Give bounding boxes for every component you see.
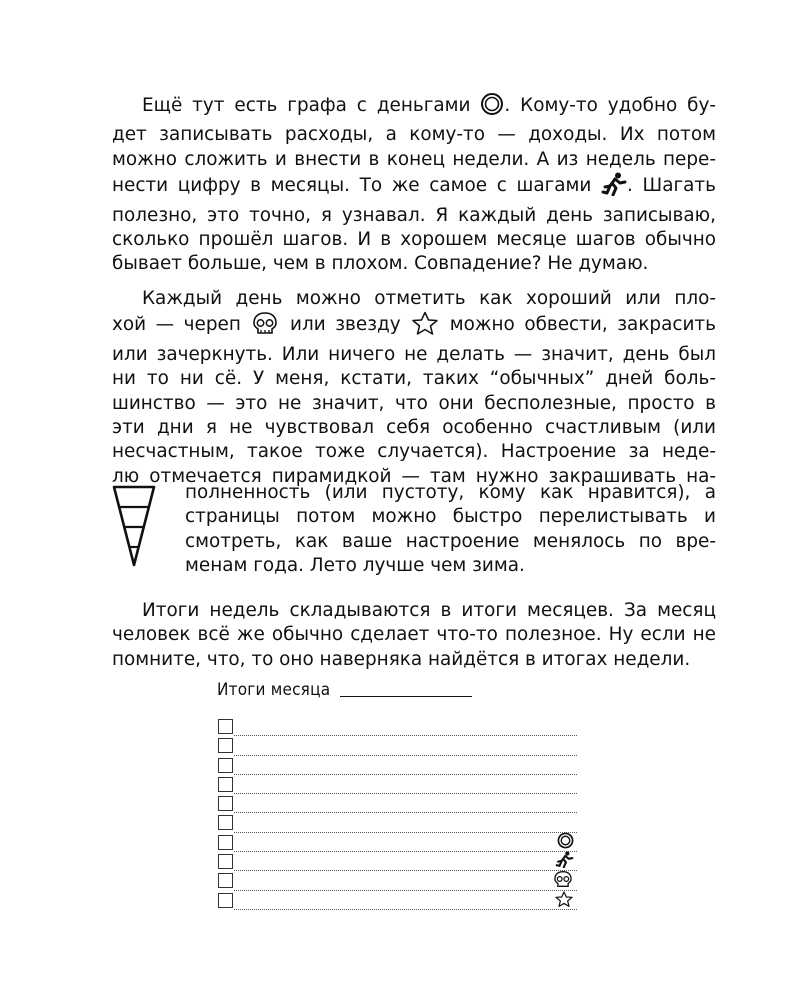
- month-summary-title: Итоги месяца: [217, 680, 577, 700]
- skull-icon: [250, 311, 280, 342]
- summary-row: [217, 834, 577, 853]
- text-line: Каждый день можно отметить как хороший или пло-: [142, 288, 716, 309]
- text-line: эти дни я не чувствовал себя особенно счастливым (или: [112, 417, 716, 439]
- summary-row: [217, 814, 577, 833]
- checkbox[interactable]: [218, 873, 233, 888]
- text-line: хой — череп или звезду можно обвести, закрасить: [112, 311, 716, 342]
- text-line: Итоги недель складываются в итоги месяцев. За месяц: [142, 600, 716, 621]
- month-name-field[interactable]: [340, 682, 472, 697]
- text-line: сколько прошёл шагов. И в хорошем месяце шагов обычно: [112, 229, 716, 251]
- writing-line[interactable]: [234, 909, 577, 910]
- text-line: менам года. Лето лучше чем зима.: [185, 555, 525, 577]
- checkbox[interactable]: [218, 893, 233, 908]
- paragraph-day-marks-continued: [112, 481, 716, 579]
- writing-line[interactable]: [234, 870, 577, 871]
- text-line: Ещё тут есть графа с деньгами . Кому-то удобно бу-: [112, 92, 716, 123]
- checkbox[interactable]: [218, 796, 233, 811]
- paragraph-day-marks: [112, 287, 716, 489]
- text-line: полненность (или пустоту, кому как нравится), а: [185, 482, 716, 503]
- paragraph-money-steps: [112, 92, 716, 277]
- checkbox[interactable]: [218, 854, 233, 869]
- star-icon: [554, 890, 574, 912]
- summary-row: [217, 892, 577, 911]
- runner-icon: [555, 851, 574, 872]
- text-line: можно сложить и внести в конец недели. А из недель пере-: [112, 148, 716, 170]
- text-line: или зачеркнуть. Или ничего не делать — значит, день был: [112, 343, 716, 365]
- checkbox[interactable]: [218, 815, 233, 830]
- text-line: лю отмечается пирамидкой — там нужно закрашивать на-: [112, 465, 716, 487]
- summary-row: [217, 737, 577, 756]
- summary-row: [217, 776, 577, 795]
- summary-row: [217, 718, 577, 737]
- summary-row: [217, 853, 577, 872]
- summary-rows: [217, 718, 577, 911]
- summary-row: [217, 795, 577, 814]
- writing-line[interactable]: [234, 793, 577, 794]
- text-line: несчастным, такое тоже случается). Настроение за неде-: [112, 441, 716, 463]
- text-line: полезно, это точно, я узнавал. Я каждый день записываю,: [112, 204, 716, 226]
- summary-row: [217, 872, 577, 891]
- writing-line[interactable]: [234, 774, 577, 775]
- text-line: бывает больше, чем в плохом. Совпадение? Не думаю.: [112, 253, 649, 275]
- checkbox[interactable]: [218, 738, 233, 753]
- writing-line[interactable]: [234, 812, 577, 813]
- pyramid-icon: [112, 485, 156, 571]
- text-line: нести цифру в месяцы. То же самое с шагами . Шагать: [112, 172, 716, 203]
- text-line: ни то ни сё. У меня, кстати, таких “обычных” дней боль-: [112, 368, 716, 390]
- checkbox[interactable]: [218, 758, 233, 773]
- text-line: страницы потом можно быстро перелистывать и: [185, 506, 716, 528]
- text-line: человек всё же обычно сделает что-то полезное. Ну если не: [112, 624, 716, 646]
- writing-line[interactable]: [234, 755, 577, 756]
- star-icon: [410, 311, 440, 342]
- writing-line[interactable]: [234, 735, 577, 736]
- text-line: шинство — это не значит, что они бесполезные, просто в: [112, 392, 716, 414]
- checkbox[interactable]: [218, 719, 233, 734]
- text-line: дет записывать расходы, а кому-то — доходы. Их потом: [112, 124, 716, 146]
- paragraph-month-summary: [112, 599, 716, 672]
- coin-icon: [480, 92, 504, 123]
- text-line: помните, что, то оно наверняка найдётся в итогах недели.: [112, 648, 691, 670]
- text-line: смотреть, как ваше настроение менялось по вре-: [185, 530, 716, 552]
- month-summary-form: [217, 680, 577, 700]
- checkbox[interactable]: [218, 835, 233, 850]
- writing-line[interactable]: [234, 851, 577, 852]
- writing-line[interactable]: [234, 832, 577, 833]
- runner-icon: [601, 172, 627, 203]
- checkbox[interactable]: [218, 777, 233, 792]
- coin-icon: [557, 832, 574, 853]
- summary-row: [217, 757, 577, 776]
- writing-line[interactable]: [234, 890, 577, 891]
